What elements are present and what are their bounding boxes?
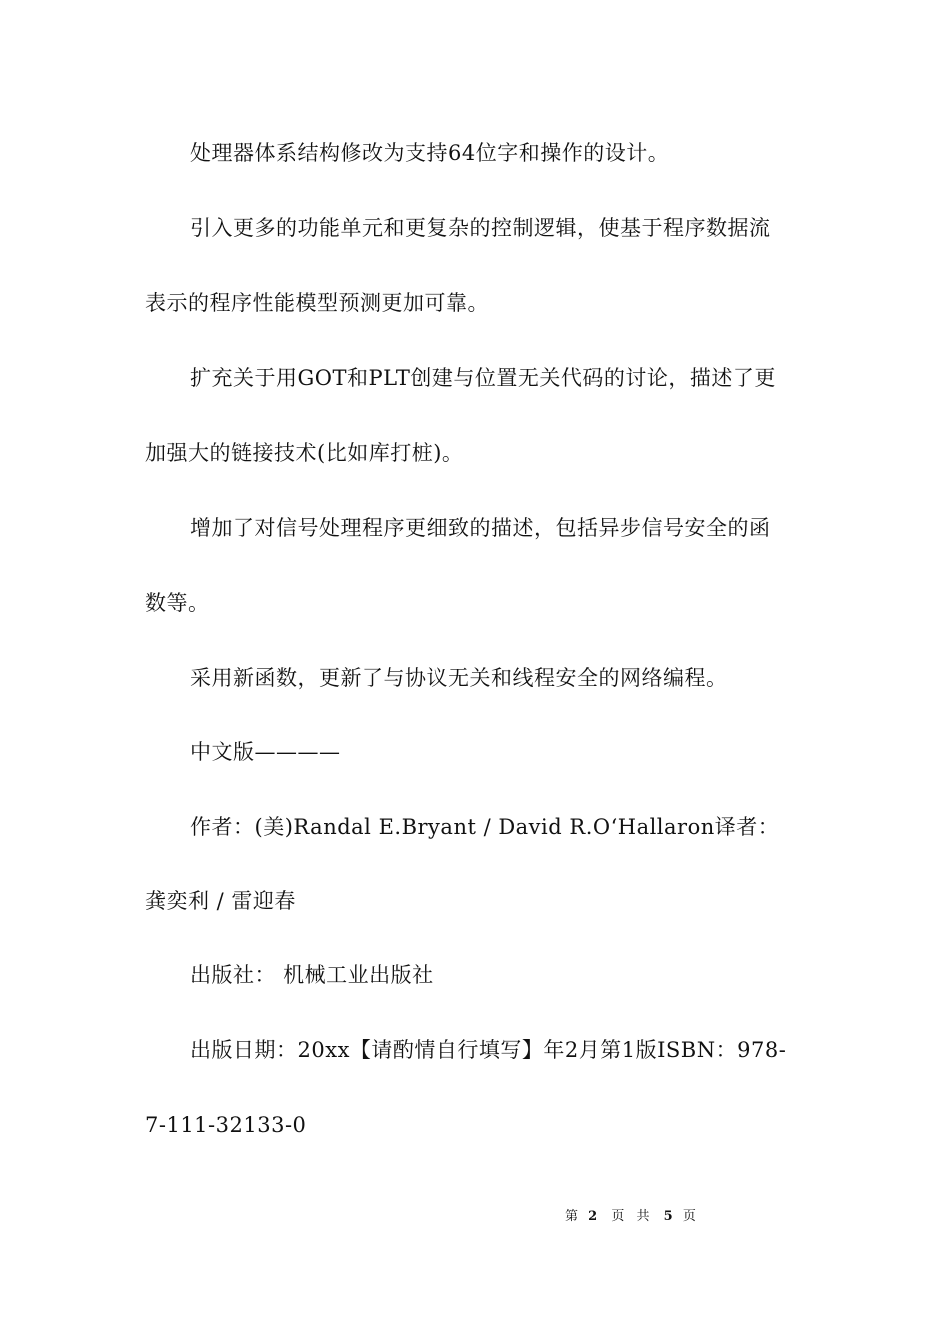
paragraph-line: 出版日期：20xx【请酌情自行填写】年2月第1版ISBN：978- (190, 1038, 787, 1062)
footer-ye: 页 (682, 1209, 696, 1224)
paragraph-line: 龚奕利 / 雷迎春 (145, 889, 296, 913)
footer-ye: 页 (611, 1209, 625, 1224)
paragraph-line: 增加了对信号处理程序更细致的描述，包括异步信号安全的函 (190, 516, 771, 540)
paragraph-line: 扩充关于用GOT和PLT创建与位置无关代码的讨论，描述了更 (190, 366, 776, 390)
page-number (565, 1208, 696, 1226)
footer-di: 第 (565, 1209, 579, 1224)
paragraph-line: 出版社： 机械工业出版社 (190, 963, 434, 987)
paragraph-line: 数等。 (145, 591, 210, 615)
paragraph-line: 表示的程序性能模型预测更加可靠。 (145, 291, 489, 315)
paragraph-line: 中文版———— (190, 740, 341, 764)
paragraph-line: 处理器体系结构修改为支持64位字和操作的设计。 (190, 141, 670, 165)
paragraph-line: 加强大的链接技术(比如库打桩)。 (145, 441, 464, 465)
current-page-number: 2 (588, 1209, 598, 1224)
footer-gong: 共 (636, 1209, 650, 1224)
paragraph-line: 采用新函数，更新了与协议无关和线程安全的网络编程。 (190, 666, 728, 690)
total-pages-number: 5 (663, 1209, 673, 1224)
paragraph-line: 7-111-32133-0 (145, 1113, 307, 1137)
paragraph-line: 引入更多的功能单元和更复杂的控制逻辑，使基于程序数据流 (190, 216, 771, 240)
paragraph-line: 作者：(美)Randal E.Bryant / David R.O‘Hallaron译者： (190, 815, 780, 839)
